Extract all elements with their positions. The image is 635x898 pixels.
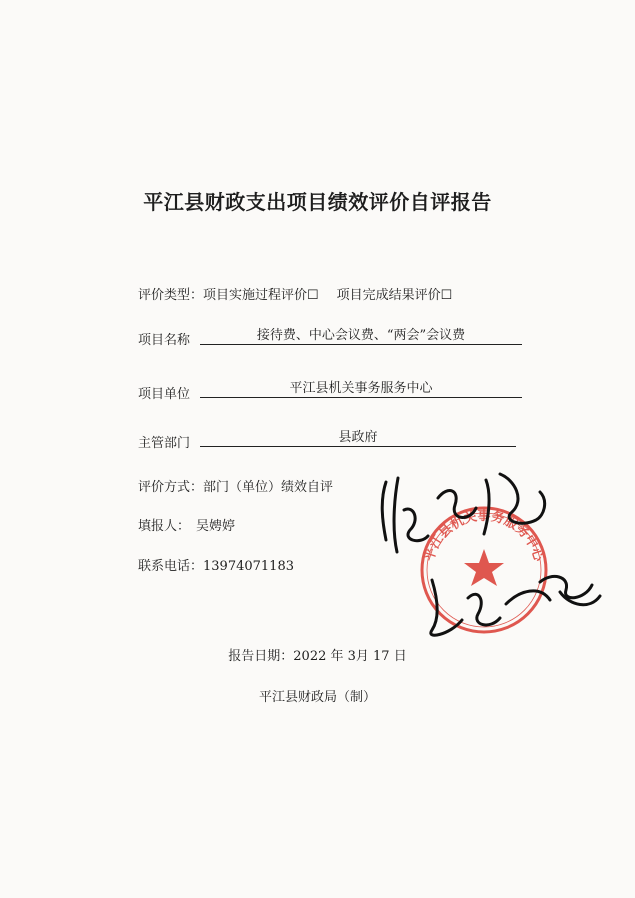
eval-type-label: 评价类型： (138, 288, 204, 303)
seal-text: 平江县机关事务服务中心 (422, 509, 546, 564)
phone-value: 13974071183 (203, 559, 294, 574)
eval-method-label: 评价方式： (138, 480, 204, 495)
issuer-line: 平江县财政局（制） (258, 690, 376, 705)
handwritten-signature (382, 474, 600, 635)
eval-type-option-process: 项目实施过程评价☐ (203, 288, 319, 303)
project-name-label: 项目名称 (138, 333, 191, 348)
official-seal (421, 508, 547, 632)
project-name-value: 接待费、中心会议费、“两会”会议费 (200, 328, 522, 345)
project-unit-label: 项目单位 (138, 387, 191, 402)
report-date: 报告日期：2022 年 3月 17 日 (228, 649, 407, 664)
filler-value: 吴娉婷 (196, 519, 236, 534)
document-title: 平江县财政支出项目绩效评价自评报告 (143, 190, 492, 214)
department-label: 主管部门 (138, 436, 191, 451)
eval-type-option-result: 项目完成结果评价☐ (336, 288, 453, 303)
seal-star-icon (464, 549, 504, 586)
department-value: 县政府 (200, 430, 516, 447)
project-unit-value: 平江县机关事务服务中心 (200, 381, 522, 398)
phone-label: 联系电话： (138, 559, 204, 574)
eval-method-value: 部门（单位）绩效自评 (203, 480, 334, 495)
filler-label: 填报人： (138, 519, 191, 534)
